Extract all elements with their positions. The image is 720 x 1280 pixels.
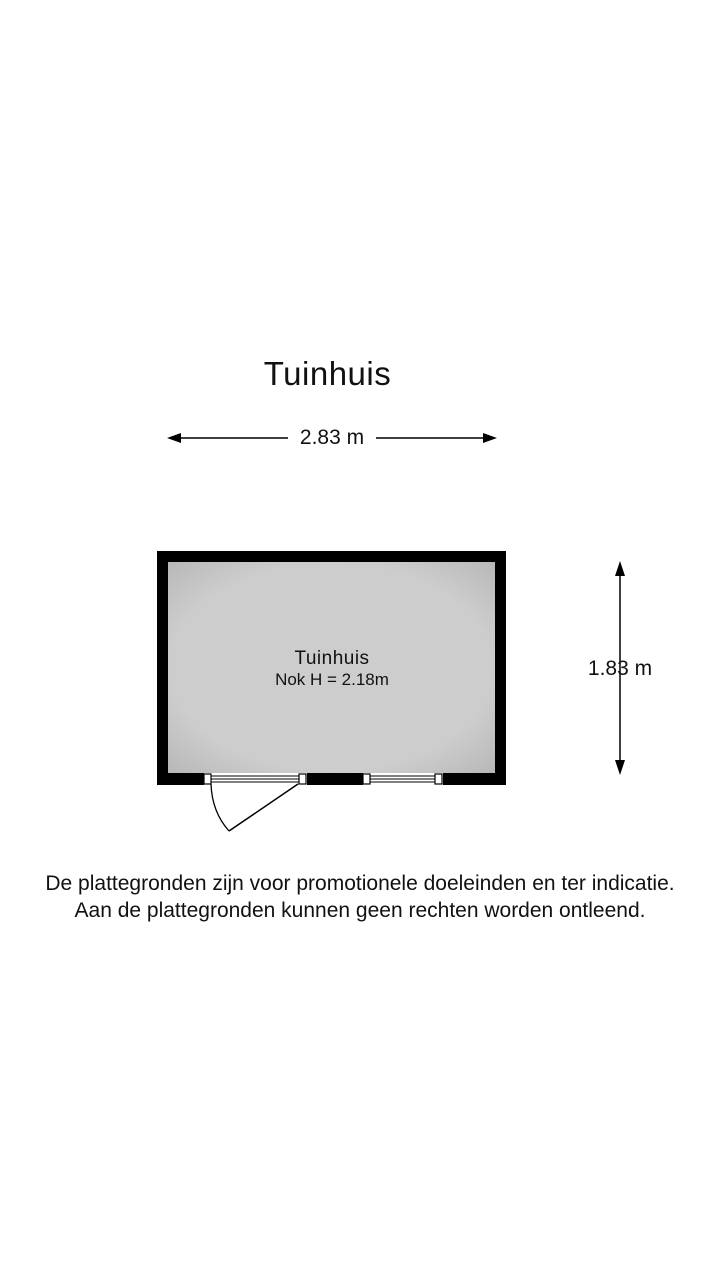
depth-dimension-label: 1.83 m <box>587 657 653 680</box>
disclaimer-line-2: Aan de plattegronden kunnen geen rechten worden ontleend. <box>74 899 646 922</box>
window <box>363 773 443 785</box>
disclaimer-line-1: De plattegronden zijn voor promotionele doeleinden en ter indicatie. <box>45 872 675 895</box>
disclaimer-text <box>0 870 720 924</box>
width-dimension-label: 2.83 m <box>288 425 376 451</box>
room-ridge-height-label: Nok H = 2.18m <box>275 670 389 689</box>
door-opening <box>204 773 307 831</box>
room-name-label: Tuinhuis <box>294 648 370 669</box>
door-leaf <box>229 784 298 831</box>
door-swing-arc <box>211 784 229 831</box>
floor-plan-title: Tuinhuis <box>263 355 392 392</box>
